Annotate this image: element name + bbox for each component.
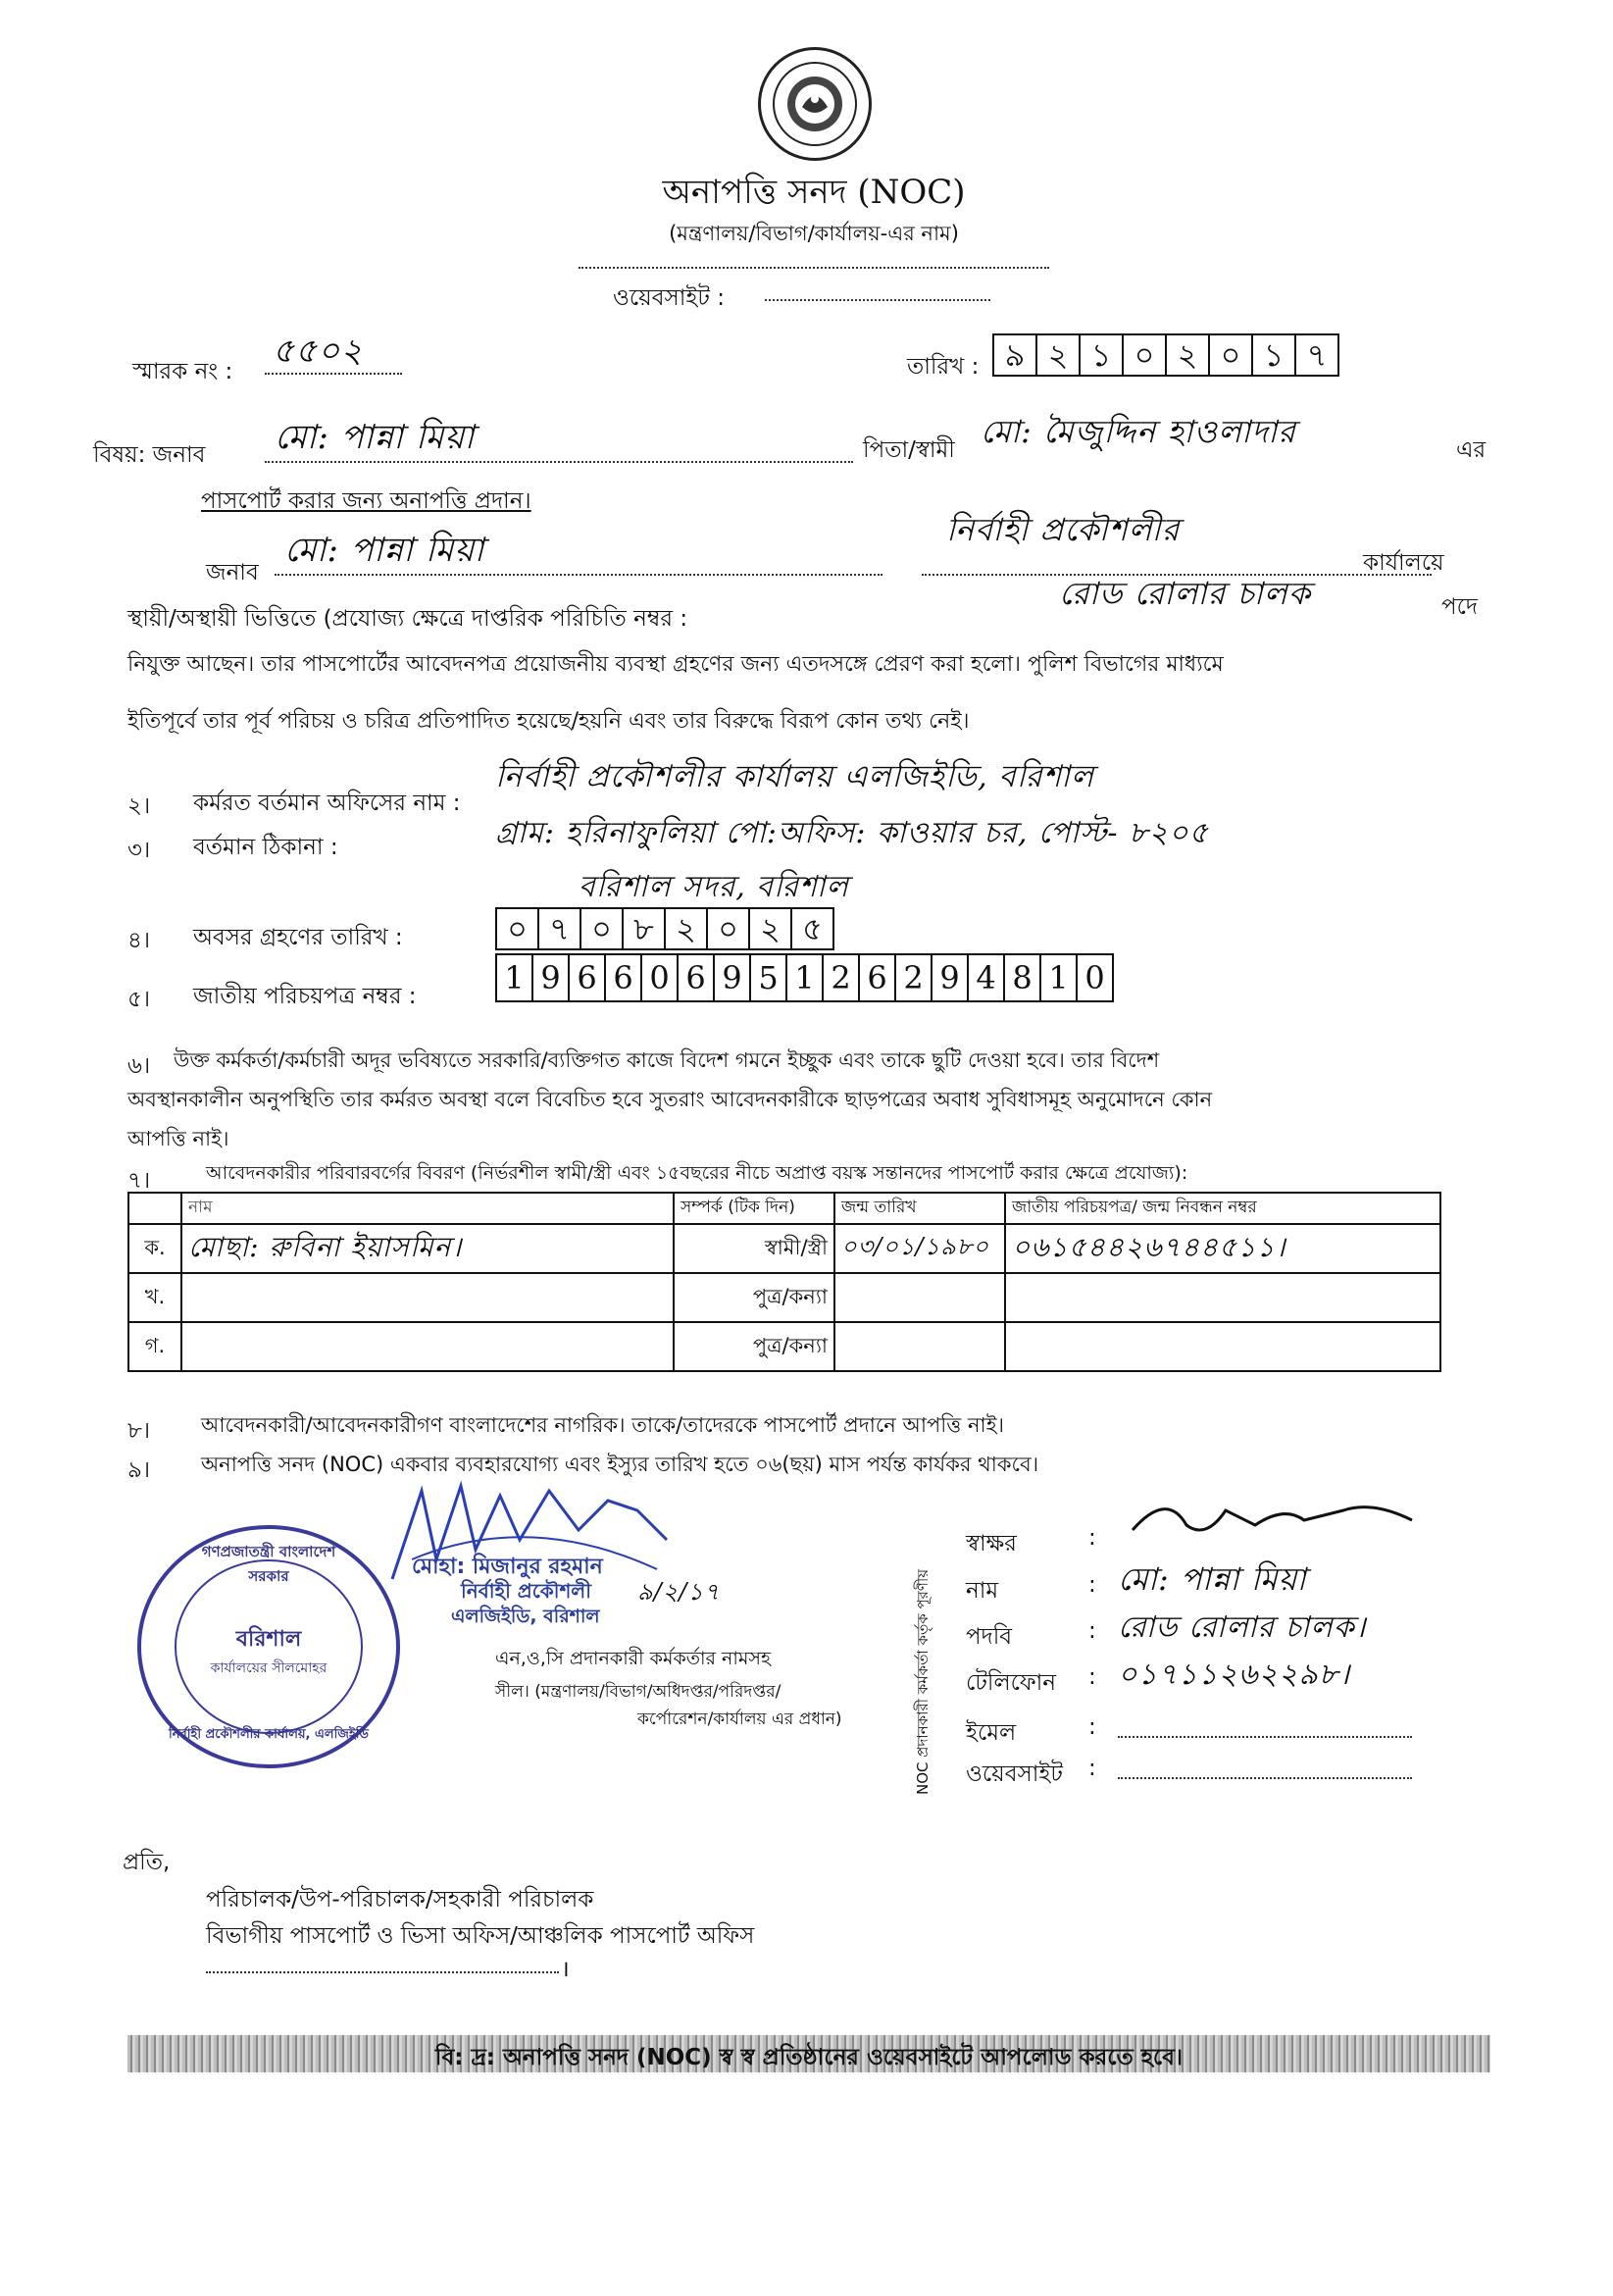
recipient-line1: পরিচালক/উপ-পরিচালক/সহকারী পরিচালক	[206, 1887, 594, 1913]
stamp-sub-text: কার্যালয়ের সীলমোহর	[210, 1660, 328, 1676]
item6-line1: উক্ত কর্মকর্তা/কর্মচারী অদূর ভবিষ্যতে সরকারি/ব্যক্তিগত কাজে বিদেশ গমনে ইচ্ছুক এবং তাকে ছুটি দেওয়া হবে। তার বিদেশ	[174, 1048, 1160, 1072]
date-digit: ৯	[994, 335, 1037, 375]
vertical-noc-note: NOC প্রদানকারী কর্মকর্তা কর্তৃক পূরণীয়	[914, 1568, 932, 1795]
date-digit: ১	[1253, 335, 1296, 375]
nid-digit: 0	[642, 955, 679, 1000]
retirement-digit: ২	[750, 909, 792, 948]
dob-cell	[834, 1224, 1005, 1273]
subject-applicant-name: মো: পান্না মিয়া	[275, 418, 476, 457]
dob-cell	[834, 1273, 1005, 1322]
retirement-date-boxes	[495, 907, 834, 950]
applicant-signature-icon	[1128, 1481, 1422, 1550]
item8-number: ৮।	[127, 1418, 151, 1444]
nid-digit: 1	[497, 955, 533, 1000]
item6-number: ৬।	[127, 1053, 151, 1079]
nid-cell	[1005, 1322, 1440, 1371]
email-colon: :	[1088, 1714, 1096, 1740]
nid-boxes	[495, 953, 1114, 1002]
dob-cell	[834, 1322, 1005, 1371]
ministry-name-line	[579, 267, 1049, 269]
office-round-stamp	[137, 1525, 400, 1768]
ministry-placeholder-label: (মন্ত্রণালয়/বিভাগ/কার্যালয়-এর নাম)	[669, 222, 959, 245]
issuer-line1: এন,ও,সি প্রদানকারী কর্মকর্তার নামসহ	[495, 1648, 771, 1669]
table-header-row	[128, 1193, 1440, 1224]
retirement-digit: ০	[581, 909, 624, 948]
item8-text: আবেদনকারী/আবেদনকারীগণ বাংলাদেশের নাগরিক। তাকে/তাদেরকে পাসপোর্ট প্রদানে আপত্তি নাই।	[201, 1413, 1005, 1437]
date-digit: ০	[1210, 335, 1253, 375]
table-header-cell: জাতীয় পরিচয়পত্র/ জন্ম নিবন্ধন নম্বর	[1005, 1193, 1440, 1224]
retirement-digit: ০	[497, 909, 539, 948]
table-header-cell: জন্ম তারিখ	[834, 1193, 1005, 1224]
item9-text: অনাপত্তি সনদ (NOC) একবার ব্যবহারযোগ্য এবং ইস্যুর তারিখ হতে ০৬(ছয়) মাস পর্যন্ত কার্যকর থাকবে।	[201, 1453, 1039, 1476]
father-suffix: এর	[1456, 437, 1487, 463]
item4-number: ৪।	[127, 928, 151, 953]
retirement-digit: ৭	[539, 909, 581, 948]
relation-cell[interactable]: পুত্র/কন্যা	[674, 1273, 834, 1322]
item3-label: বর্তমান ঠিকানা :	[193, 835, 338, 860]
nid-digit: 2	[896, 955, 933, 1000]
item7-number: ৭।	[127, 1168, 151, 1194]
nid-digit: 6	[606, 955, 642, 1000]
retirement-digit: ৮	[624, 909, 666, 948]
nid-digit: 6	[860, 955, 896, 1000]
email-line	[1118, 1736, 1412, 1738]
nid-digit: 6	[570, 955, 606, 1000]
date-boxes	[992, 333, 1339, 377]
website-label: ওয়েবসাইট :	[613, 285, 725, 311]
memo-line	[265, 373, 402, 375]
item3-number: ৩।	[127, 838, 151, 863]
table-header-cell	[128, 1193, 181, 1224]
post-suffix: পদে	[1441, 594, 1478, 620]
recipient-end: ।	[561, 1957, 570, 1982]
retirement-digit: ২	[666, 909, 708, 948]
member-name	[181, 1322, 674, 1371]
stamp-top-text: গণপ্রজাতন্ত্রী বাংলাদেশ সরকার	[201, 1543, 336, 1585]
item3-address-line2: বরিশাল সদর, বরিশাল	[579, 870, 849, 904]
nid-digit: 9	[715, 955, 751, 1000]
issuer-line3: কর্পোরেশন/কার্যালয় এর প্রধান)	[637, 1709, 842, 1729]
government-seal	[758, 47, 872, 161]
item2-label: কর্মরত বর্তমান অফিসের নাম :	[193, 791, 461, 816]
page-title: অনাপত্তি সনদ (NOC)	[662, 173, 966, 212]
nid-digit: 4	[969, 955, 1005, 1000]
member-name	[181, 1224, 674, 1273]
nid-cell	[1005, 1273, 1440, 1322]
nid-digit: 0	[1084, 959, 1105, 996]
stamp-bottom-text: নির্বাহী প্রকৌশলীর কার্যালয়, এলজিইডি	[169, 1727, 369, 1742]
officer-name-stamp: মোহা: মিজানুর রহমান	[412, 1555, 603, 1579]
office-suffix: কার্যালয়ে	[1363, 550, 1444, 576]
member-name	[181, 1273, 674, 1322]
sign-colon: :	[1088, 1525, 1096, 1551]
subject-label: বিষয়: জনাব	[93, 442, 206, 468]
nid-cell	[1005, 1224, 1440, 1273]
officer-title-stamp: নির্বাহী প্রকৌশলী	[461, 1579, 591, 1603]
retirement-digit: ০	[708, 909, 750, 948]
stamp-center-text: বরিশাল	[235, 1627, 302, 1652]
date-digit: ২	[1167, 335, 1210, 375]
memo-label: স্মারক নং :	[132, 359, 233, 384]
footer-note-bar	[127, 2035, 1490, 2072]
recipient-line2: বিভাগীয় পাসপোর্ট ও ভিসা অফিস/আঞ্চলিক পাসপোর্ট অফিস	[206, 1923, 755, 1949]
item7-text: আবেদনকারীর পরিবারবর্গের বিবরণ (নির্ভরশীল স্বামী/স্ত্রী এবং ১৫বছরের নীচে অপ্রাপ্ত বয়স্ক সন্তানদের পাসপোর্ট করার ক্ষেত্রে প্রযোজ্য):	[206, 1162, 1188, 1184]
table-row	[128, 1224, 1440, 1273]
item4-label: অবসর গ্রহণের তারিখ :	[193, 925, 403, 950]
signer-name: মো: পান্না মিয়া	[1118, 1560, 1307, 1598]
nid-digit: 9	[533, 955, 570, 1000]
nid-digit: 8	[1005, 955, 1041, 1000]
item3-address-line1: গ্রাম: হরিনাফুলিয়া পো:অফিস: কাওয়ার চর, পোস্ট- ৮২০৫	[495, 816, 1210, 850]
memo-number: ৫৫০২	[273, 332, 364, 371]
dob-value: ০৩/০১/১৯৮০	[841, 1233, 989, 1260]
member-name-value: মোছা: রুবিনা ইয়াসমিন।	[188, 1230, 463, 1263]
recipient-to: প্রতি,	[123, 1850, 171, 1875]
name-colon: :	[1088, 1572, 1096, 1598]
table-row	[128, 1322, 1440, 1371]
relation-cell[interactable]: স্বামী/স্ত্রী	[674, 1224, 834, 1273]
father-name: মো: মৈজুদ্দিন হাওলাদার	[981, 413, 1296, 450]
sign-label: স্বাক্ষর	[966, 1531, 1017, 1556]
footer-note: বি: দ্র: অনাপত্তি সনদ (NOC) স্ব স্ব প্রতিষ্ঠানের ওয়েবসাইটে আপলোড করতে হবে।	[434, 2045, 1184, 2070]
relation-cell[interactable]: পুত্র/কন্যা	[674, 1322, 834, 1371]
post-label: পদবি	[966, 1624, 1013, 1650]
nid-digit: 6	[679, 955, 715, 1000]
family-table	[127, 1192, 1441, 1372]
retirement-digit: ৫	[802, 910, 823, 947]
recipient-address-line	[206, 1971, 559, 1973]
table-header-cell: সম্পর্ক (টিক দিন)	[674, 1193, 834, 1224]
item2-office-value: নির্বাহী প্রকৌশলীর কার্যালয় এলজিইডি, বরিশাল	[495, 759, 1095, 794]
signer-post: রোড রোলার চালক।	[1118, 1610, 1367, 1645]
item6-line2: অবস্থানকালীন অনুপস্থিতি তার কর্মরত অবস্থা বলে বিবেচিত হবে সুতরাং আবেদনকারীকে ছাড়পত্রের অবাধ সুবিধাসমূহ অনুমোদনে কোন	[127, 1088, 1213, 1111]
issuer-line2: সীল। (মন্ত্রণালয়/বিভাগ/অধিদপ্তর/পরিদপ্তর/	[495, 1682, 781, 1702]
appointed-line: নিযুক্ত আছেন। তার পাসপোর্টের আবেদনপত্র প্রয়োজনীয় ব্যবস্থা গ্রহণের জন্য এতদসঙ্গে প্রেরণ করা হলো। পুলিশ বিভাগের মাধ্যমে	[127, 652, 1224, 677]
website-sign-line	[1118, 1777, 1412, 1779]
row-mark: গ.	[128, 1322, 181, 1371]
website-sign-colon: :	[1088, 1756, 1096, 1781]
verification-line: ইতিপূর্বে তার পূর্ব পরিচয় ও চরিত্র প্রতিপাদিত হয়েছে/হয়নি এবং তার বিরুদ্ধে বিরূপ কোন তথ্য নেই।	[127, 709, 970, 734]
row-mark: খ.	[128, 1273, 181, 1322]
date-digit: ১	[1081, 335, 1124, 375]
nid-digit: 2	[824, 955, 860, 1000]
seal-emblem-icon	[761, 50, 869, 158]
website-line	[765, 299, 990, 301]
signature-date: ৯/২/১৭	[637, 1578, 721, 1606]
post-name: রোড রোলার চালক	[1059, 575, 1312, 612]
janab-label: জনাব	[206, 560, 259, 586]
website-sign-label: ওয়েবসাইট	[966, 1761, 1063, 1787]
email-label: ইমেল	[966, 1720, 1017, 1746]
nid-digit: 1	[787, 955, 824, 1000]
row-mark: ক.	[128, 1224, 181, 1273]
subject-purpose: পাসপোর্ট করার জন্য অনাপত্তি প্রদান।	[201, 488, 531, 514]
subject-name-line	[265, 461, 853, 463]
signer-phone: ০১৭১১২৬২২৯৮।	[1118, 1658, 1351, 1692]
date-label: তারিখ :	[907, 354, 980, 380]
nid-digit: 1	[1041, 955, 1078, 1000]
post-colon: :	[1088, 1618, 1096, 1644]
table-header-cell: নাম	[181, 1193, 674, 1224]
item9-number: ৯।	[127, 1457, 151, 1483]
office-name: নির্বাহী প্রকৌশলীর	[946, 511, 1181, 548]
table-row	[128, 1273, 1440, 1322]
item5-label: জাতীয় পরিচয়পত্র নম্বর :	[193, 984, 417, 1009]
father-label: পিতা/স্বামী	[863, 437, 955, 463]
officer-office-stamp: এলজিইডি, বরিশাল	[451, 1606, 600, 1627]
item6-line3: আপত্তি নাই।	[127, 1127, 229, 1150]
permanence-line: স্থায়ী/অস্থায়ী ভিত্তিতে (প্রযোজ্য ক্ষেত্রে দাপ্তরিক পরিচিতি নম্বর :	[127, 606, 688, 632]
nid-digit: 5	[751, 955, 787, 1000]
date-digit: ৭	[1306, 336, 1328, 374]
nid-value: ০৬১৫৪৪২৬৭৪৪৫১১।	[1012, 1230, 1286, 1263]
item5-number: ৫।	[127, 987, 151, 1012]
phone-colon: :	[1088, 1664, 1096, 1690]
name-label: নাম	[966, 1578, 999, 1604]
item2-number: ২।	[127, 793, 151, 819]
nid-digit: 9	[933, 955, 969, 1000]
applicant-name-line	[275, 574, 882, 576]
phone-label: টেলিফোন	[966, 1670, 1057, 1696]
date-digit: ০	[1124, 335, 1167, 375]
applicant-name: মো: পান্না মিয়া	[284, 531, 485, 570]
date-digit: ২	[1037, 335, 1081, 375]
